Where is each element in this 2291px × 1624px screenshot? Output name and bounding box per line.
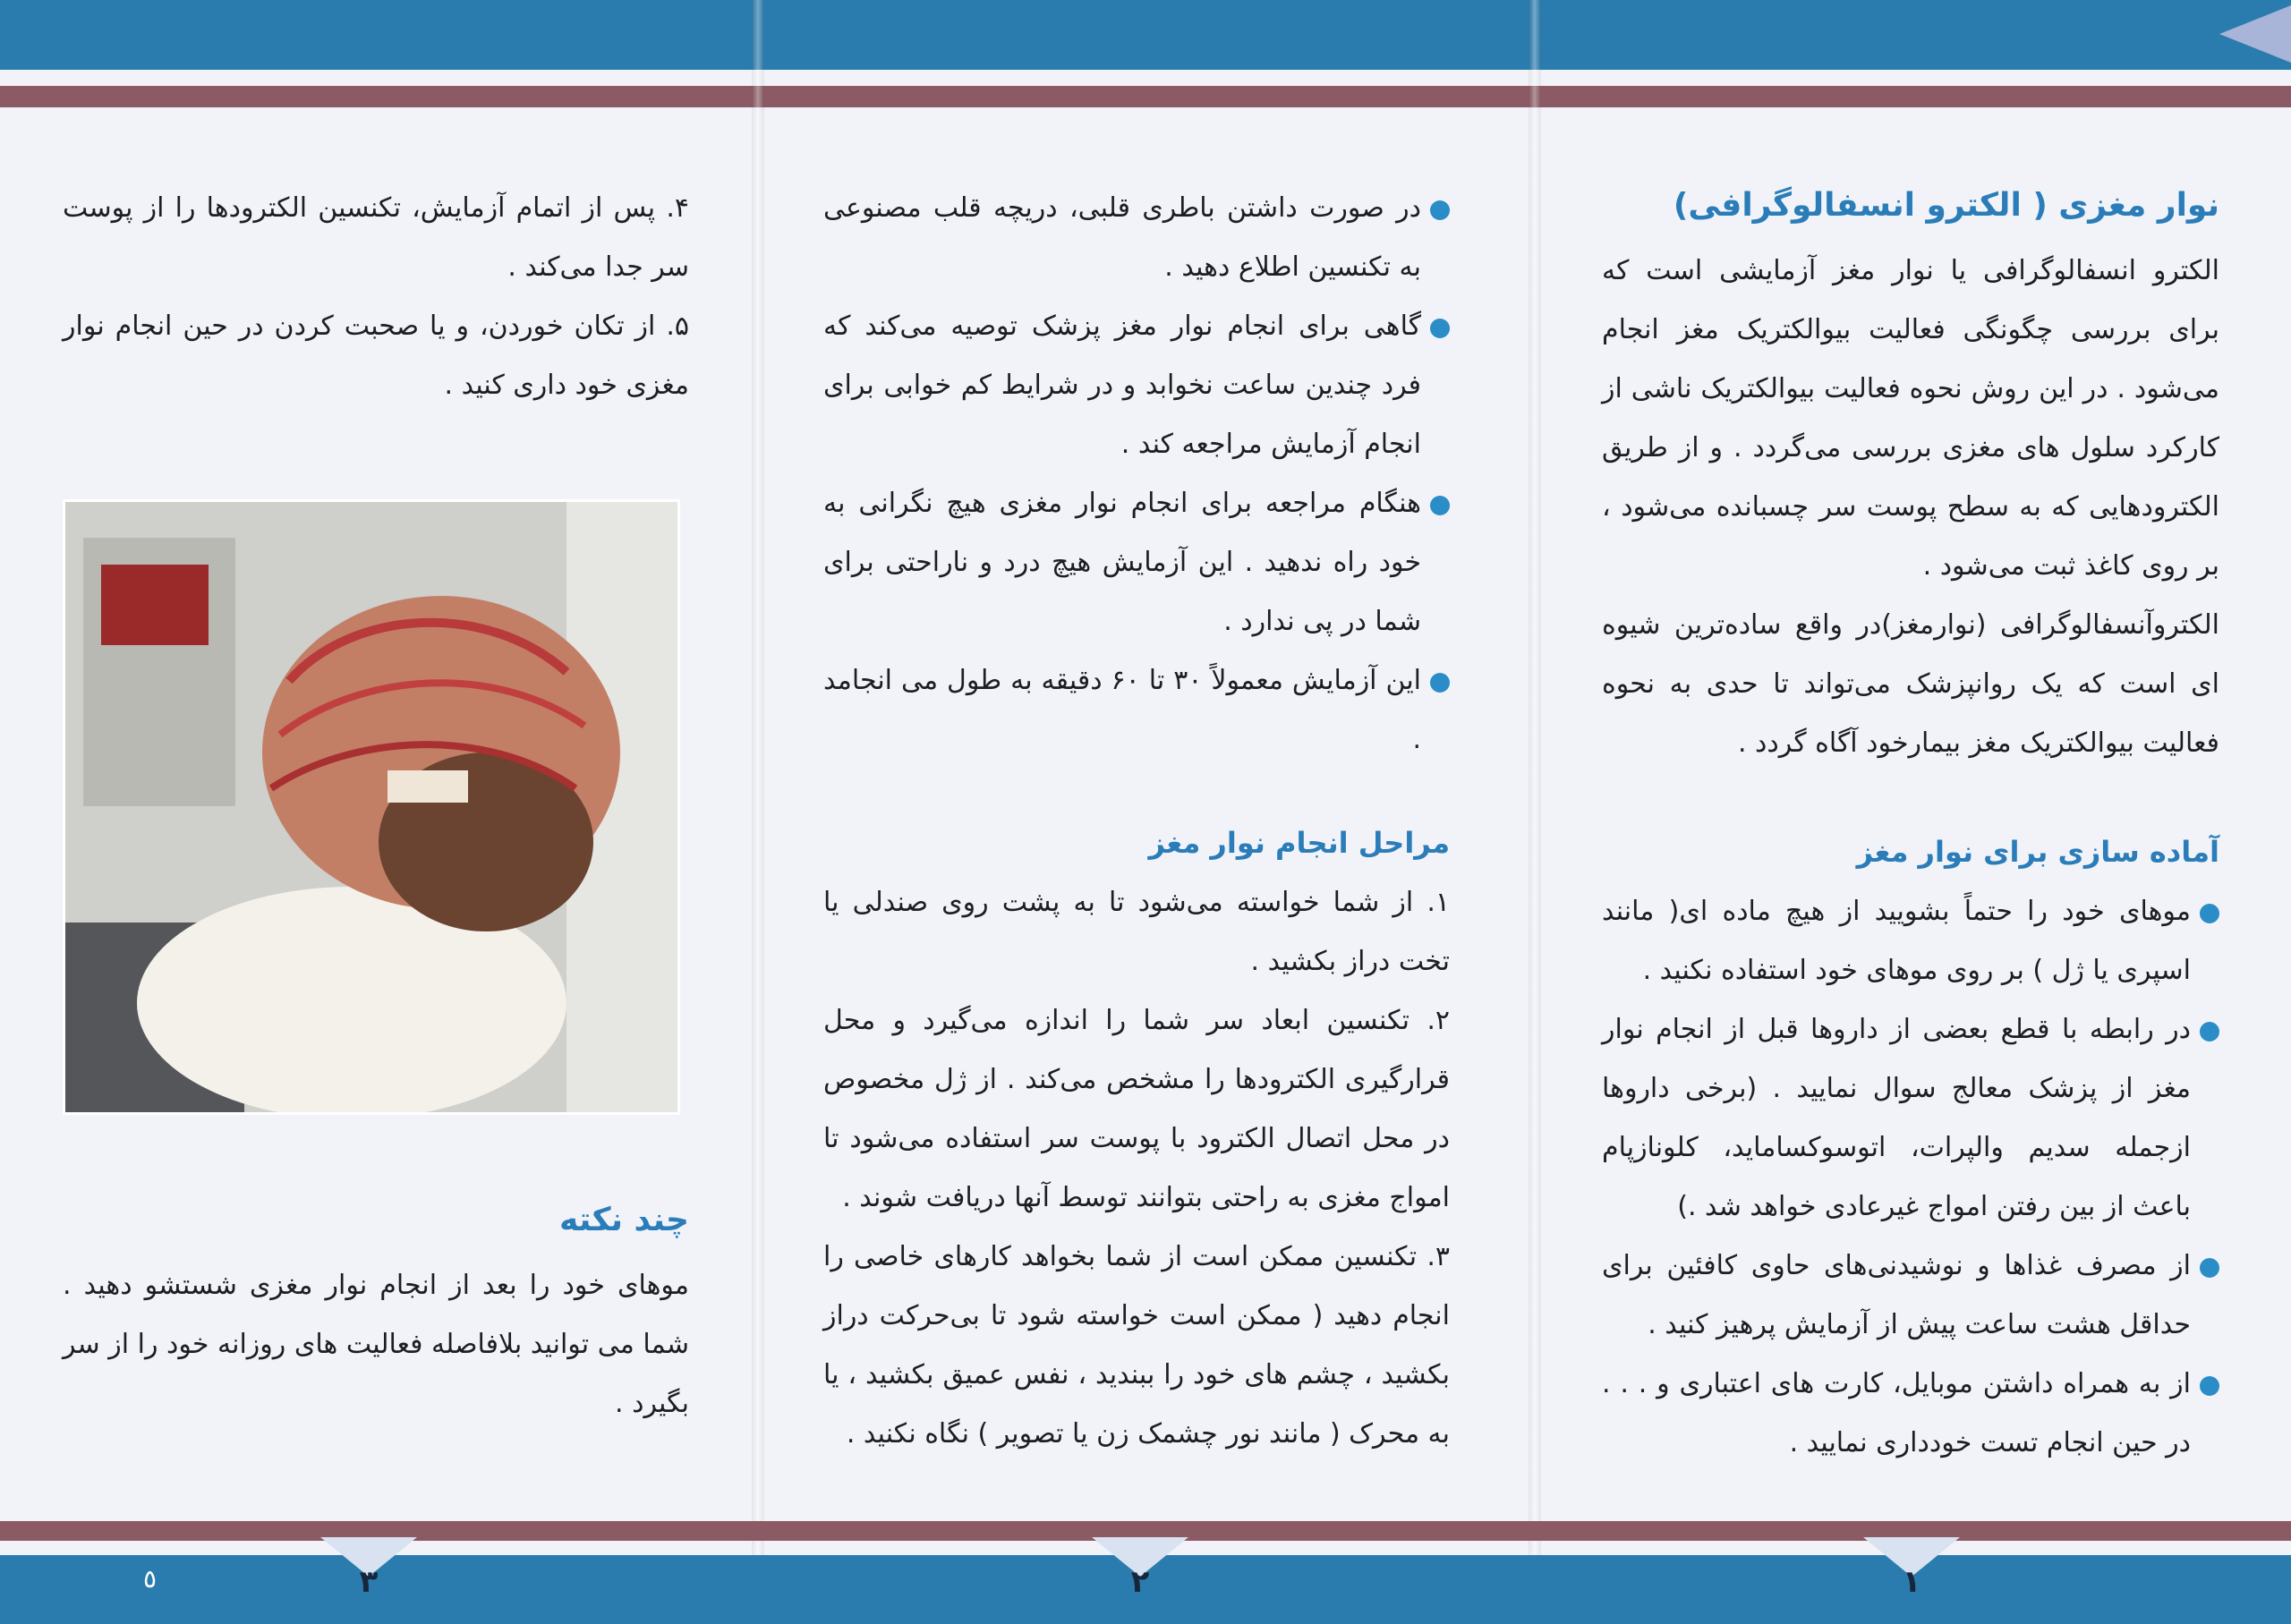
panel-3-steps [63, 179, 689, 415]
prep-item: موهای خود را حتماً بشویید از هیچ ماده ای( مانند اسپری یا ژل ) بر روی موهای خود استفاده نکنید . [1602, 882, 2219, 1000]
prep-title: آماده سازی برای نوار مغز [1856, 835, 2219, 869]
eeg-patient-photo [63, 499, 680, 1115]
top-rule [0, 86, 2291, 107]
page-mark: ٥ [143, 1564, 158, 1594]
step-item: ۱. از شما خواسته می‌شود تا به پشت روی صندلی یا تخت دراز بکشید . [823, 887, 1450, 977]
step-item: ۴. پس از اتمام آزمایش، تکنسین الکترودها را از پوست سر جدا می‌کند . [63, 192, 689, 283]
eeg-photo-illustration [65, 502, 677, 1112]
notes-title: چند نکته [559, 1202, 689, 1238]
prep-item: از مصرف غذاها و نوشیدنی‌های حاوی کافئین برای حداقل هشت ساعت پیش از آزمایش پرهیز کنید . [1602, 1237, 2219, 1355]
panel1-title: نوار مغزی ( الکترو انسفالوگرافی) [1673, 187, 2219, 224]
corner-triangle [2219, 5, 2291, 63]
fold-left [752, 0, 764, 1624]
step-item: ۵. از تکان خوردن، و یا صحبت کردن در حین انجام نوار مغزی خود داری کنید . [63, 310, 689, 401]
panel2-item: در صورت داشتن باطری قلبی، دریچه قلب مصنوعی به تکنسین اطلاع دهید . [823, 179, 1450, 297]
panel2-item: این آزمایش معمولاً ۳۰ تا ۶۰ دقیقه به طول می انجامد . [823, 651, 1450, 769]
panel2-item: هنگام مراجعه برای انجام نوار مغزی هیچ نگرانی به خود راه ندهید . این آزمایش هیچ درد و ناراحتی برای شما در پی ندارد . [823, 474, 1450, 651]
panel-3-notes [63, 1194, 689, 1433]
prep-item: از به همراه داشتن موبایل، کارت های اعتباری و . . . در حین انجام تست خودداری نمایید . [1602, 1355, 2219, 1473]
fold-right [1529, 0, 1541, 1624]
panel2-item: گاهی برای انجام نوار مغز پزشک توصیه می‌کند که فرد چندین ساعت نخوابد و در شرایط کم خوابی برای انجام آزمایش مراجعه کند . [823, 297, 1450, 474]
prep-item: در رابطه با قطع بعضی از داروها قبل از انجام نوار مغز از پزشک معالج سوال نمایید . (برخی داروها ازجمله سدیم والپرات، اتوسوکساماید، کلونازپام باعث از بین رفتن امواج غیرعادی خواهد شد .) [1602, 1000, 2219, 1237]
step-item: ۲. تکنسین ابعاد سر شما را اندازه می‌گیرد و محل قرارگیری الکترودها را مشخص می‌کند . از ژل مخصوص در محل اتصال الکترود با پوست سر استفاده می‌شود تا امواج مغزی به راحتی بتوانند توسط آنها دریافت شوند . [823, 1005, 1450, 1213]
top-band [0, 0, 2291, 70]
prep-list [1602, 882, 2219, 1473]
notes-text: موهای خود را بعد از انجام نوار مغزی شستشو دهید . شما می توانید بلافاصله فعالیت های روزانه خود را از سر بگیرد . [63, 1270, 689, 1419]
panel2-list [823, 179, 1450, 769]
steps-title: مراحل انجام نوار مغز [1148, 826, 1450, 860]
step-item: ۳. تکنسین ممکن است از شما بخواهد کارهای خاصی را انجام دهید ( ممکن است خواسته شود تا بی‌حرکت دراز بکشید ، چشم های خود را ببندید ، نفس عمیق بکشید ، یا به محرک ( مانند نور چشمک زن یا تصویر ) نگاه نکنید . [823, 1241, 1450, 1450]
page-number-1: ۱ [1902, 1564, 1921, 1600]
page-number-3: ۳ [359, 1564, 379, 1600]
panel-2 [823, 179, 1450, 1464]
panel-1 [1602, 179, 2219, 1473]
panel1-intro-2: الکتروآنسفالوگرافی (نوارمغز)در واقع ساده‌ترین شیوه ای است که یک روانپزشک می‌تواند تا حدی به نحوه فعالیت بیوالکتریک مغز بیمارخود آگاه گردد . [1602, 609, 2219, 759]
panel1-intro-1: الکترو انسفالوگرافی یا نوار مغز آزمایشی است که برای بررسی چگونگی فعالیت بیوالکتریک مغز انجام می‌شود . در این روش نحوه فعالیت بیوالکتریک ناشی از کارکرد سلول های مغزی بررسی می‌گردد . و از طریق الکترودهایی که به سطح پوست سر چسبانده می‌شود ، بر روی کاغذ ثبت می‌شود . [1602, 255, 2219, 582]
page-number-2: ۲ [1130, 1564, 1150, 1600]
